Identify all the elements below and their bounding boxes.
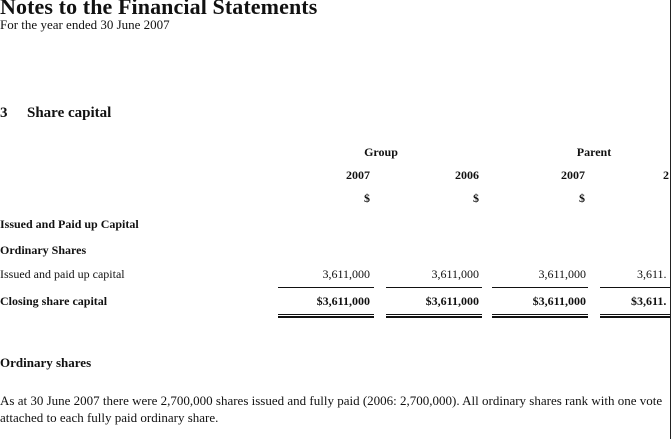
table-cell: 3,611. [637, 267, 667, 281]
total-double-rule [386, 314, 482, 318]
currency-header-2: $ [473, 191, 479, 205]
subtotal-rule [386, 287, 482, 288]
table-cell: $3,611. [631, 294, 667, 308]
row-label-closing-share-capital: Closing share capital [0, 294, 108, 308]
group-header: Group [364, 145, 398, 159]
ordinary-shares-heading: Ordinary shares [0, 355, 92, 370]
row-label-issued-paid-up-capital: Issued and paid up capital [0, 267, 125, 281]
total-double-rule [492, 314, 588, 318]
year-header-parent-2007: 2007 [561, 168, 585, 182]
table-cell: 3,611,000 [431, 267, 479, 281]
subtotal-rule [278, 287, 374, 288]
section-number: 3 [0, 105, 8, 121]
year-header-group-2006: 2006 [455, 168, 479, 182]
table-cell: $3,611,000 [425, 294, 479, 308]
table-cell: 3,611,000 [322, 267, 370, 281]
table-cell: $3,611,000 [532, 294, 586, 308]
total-double-rule [278, 314, 374, 318]
year-header-parent-2006: 2 [663, 168, 669, 182]
row-label-issued-paid-up-capital-heading: Issued and Paid up Capital [0, 217, 139, 231]
total-double-rule [600, 314, 671, 318]
page-title: Notes to the Financial Statements [0, 0, 318, 19]
year-header-group-2007: 2007 [346, 168, 370, 182]
ordinary-shares-paragraph: As at 30 June 2007 there were 2,700,000 shares issued and fully paid (2006: 2,700,000). All ordinary shares rank with one vote attached to each fully paid ordinary share. [0, 393, 663, 425]
currency-header-3: $ [579, 191, 585, 205]
subtotal-rule [600, 287, 671, 288]
row-label-ordinary-shares: Ordinary Shares [0, 243, 87, 257]
table-cell: $3,611,000 [316, 294, 370, 308]
section-title: Share capital [27, 105, 112, 121]
page-subtitle: For the year ended 30 June 2007 [0, 17, 170, 32]
table-cell: 3,611,000 [538, 267, 586, 281]
parent-header: Parent [576, 145, 612, 159]
currency-header-1: $ [364, 191, 370, 205]
subtotal-rule [492, 287, 588, 288]
